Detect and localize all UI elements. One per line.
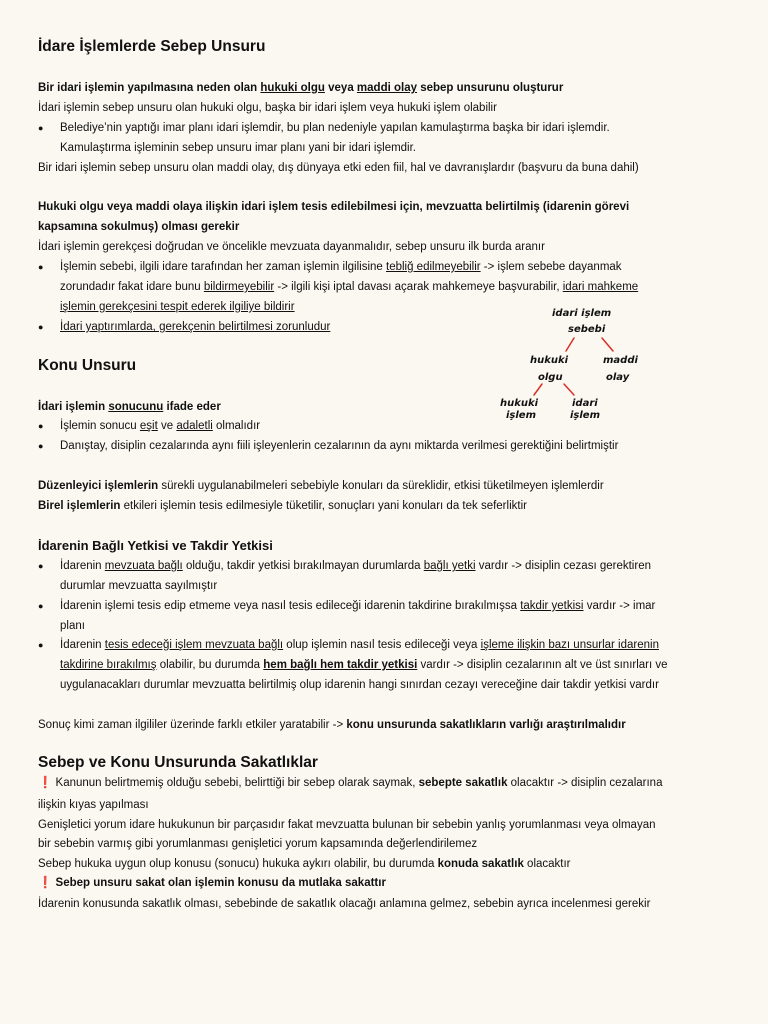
paragraph: Genişletici yorum idare hukukunun bir parçasıdır fakat mevzuatta bulunan bir sebebin yanlış yorumlanması veya olmayan	[38, 819, 656, 831]
paragraph: Birel işlemlerin etkileri işlemin tesis edilmesiyle tüketilir, sonuçları yani konuları da tek seferliktir	[38, 500, 527, 512]
diagram-leaf-right-line2: işlem	[570, 410, 601, 421]
paragraph: Sonuç kimi zaman ilgililer üzerinde farklı etkiler yaratabilir -> konu unsurunda sakatlıkların varlığı araştırılmalıdır	[38, 719, 626, 731]
bullet-icon: ●	[38, 322, 44, 332]
diagram-left-line2: olgu	[538, 372, 563, 383]
bullet-icon: ●	[38, 262, 44, 272]
diagram-right-line2: olay	[606, 372, 630, 383]
diagram-edge	[566, 338, 574, 351]
paragraph: Düzenleyici işlemlerin sürekli uygulanabilmeleri sebebiyle konuları da süreklidir, etkisi tüketilmeyen işlemlerdir	[38, 480, 604, 492]
bullet-icon: ●	[38, 640, 44, 650]
bullet-icon: ●	[38, 601, 44, 611]
list-item: İdari yaptırımlarda, gerekçenin belirtilmesi zorunludur	[60, 321, 331, 333]
list-item-continuation: durumlar mevzuatta sayılmıştır	[60, 580, 218, 592]
diagram-leaf-left-line2: işlem	[506, 410, 537, 421]
paragraph: kapsamına sokulmuş) olması gerekir	[38, 221, 240, 233]
list-item-continuation: planı	[60, 620, 85, 632]
paragraph: ❗ Kanunun belirtmemiş olduğu sebebi, belirttiği bir sebep olarak saymak, sebepte sakatlık olacaktır -> disiplin cezalarına	[38, 777, 663, 789]
list-item-continuation: Kamulaştırma işleminin sebep unsuru imar planı yani bir idari işlemdir.	[60, 142, 417, 154]
section-title-konu-unsuru: Konu Unsuru	[38, 357, 137, 374]
paragraph: İdari işlemin sebep unsuru olan hukuki olgu, başka bir idari işlem veya hukuki işlem olabilir	[38, 102, 497, 114]
diagram-edge	[602, 338, 613, 351]
bullet-icon: ●	[38, 123, 44, 133]
paragraph: İdari işlemin sonucunu ifade eder	[38, 401, 221, 413]
paragraph: İdarenin konusunda sakatlık olması, sebebinde de sakatlık olacağı anlamına gelmez, sebebin ayrıca incelenmesi gerekir	[38, 898, 651, 910]
list-item-continuation: zorundadır fakat idare bunu bildirmeyebilir -> ilgili kişi iptal davası açarak mahkemeye başvurabilir, idari mahkeme	[60, 281, 639, 293]
paragraph: bir sebebin varmış gibi yorumlanması genişletici yorum kapsamında değerlendirilemez	[38, 838, 478, 850]
list-item-continuation: takdirine bırakılmış olabilir, bu durumda hem bağlı hem takdir yetkisi vardır -> disiplin cezalarının alt ve üst sınırları ve	[60, 659, 668, 671]
list-item: İdarenin işlemi tesis edip etmeme veya nasıl tesis edileceği idarenin takdirine bırakılmışsa takdir yetkisi vardır -> imar	[60, 600, 656, 612]
bullet-icon: ●	[38, 421, 44, 431]
diagram-root-line2: sebebi	[568, 324, 606, 335]
paragraph: İdari işlemin gerekçesi doğrudan ve öncelikle mevzuata dayanmalıdır, sebep unsuru ilk burda aranır	[38, 241, 545, 253]
bullet-icon: ●	[38, 441, 44, 451]
paragraph: ilişkin kıyas yapılması	[38, 799, 149, 811]
list-item-continuation: uygulanacakları durumlar mevzuatta belirtilmiş olup idarenin hangi sınırdan cezayı vereceğine dair takdir yetkisi vardır	[60, 679, 659, 691]
paragraph: Bir idari işlemin yapılmasına neden olan hukuki olgu veya maddi olay sebep unsurunu oluşturur	[38, 82, 564, 94]
paragraph: Sebep hukuka uygun olup konusu (sonucu) hukuka aykırı olabilir, bu durumda konuda sakatlık olacaktır	[38, 858, 571, 870]
list-item: Belediye’nin yaptığı imar planı idari işlemdir, bu plan nedeniyle yapılan kamulaştırma başka bir idari işlemdir.	[60, 122, 610, 134]
exclamation-icon: ❗	[38, 777, 53, 789]
exclamation-icon: ❗	[38, 877, 53, 889]
section-title-sebep-unsuru: İdare İşlemlerde Sebep Unsuru	[38, 38, 266, 55]
paragraph: ❗ Sebep unsuru sakat olan işlemin konusu da mutlaka sakattır	[38, 877, 386, 889]
diagram-edge	[564, 384, 574, 395]
diagram-right-line1: maddi	[603, 355, 638, 366]
diagram-root-line1: idari işlem	[552, 308, 612, 319]
bullet-icon: ●	[38, 561, 44, 571]
section-title-yetki: İdarenin Bağlı Yetkisi ve Takdir Yetkisi	[38, 538, 273, 553]
diagram-leaf-left-line1: hukuki	[500, 398, 539, 409]
handwritten-tree-diagram	[490, 300, 660, 425]
section-title-sakatliklar: Sebep ve Konu Unsurunda Sakatlıklar	[38, 754, 318, 771]
list-item: İdarenin tesis edeceği işlem mevzuata bağlı olup işlemin nasıl tesis edileceği veya işleme ilişkin bazı unsurlar idarenin	[60, 639, 659, 651]
list-item: Danıştay, disiplin cezalarında aynı fiili işleyenlerin cezalarının da aynı miktarda verilmesi gerektiğini belirtmiştir	[60, 440, 619, 452]
diagram-edge	[534, 384, 542, 395]
paragraph: Bir idari işlemin sebep unsuru olan maddi olay, dış dünyaya etki eden fiil, hal ve davranışlardır (başvuru da buna dahil)	[38, 162, 639, 174]
list-item: İşlemin sebebi, ilgili idare tarafından her zaman işlemin ilgilisine tebliğ edilmeyebilir -> işlem sebebe dayanmak	[60, 261, 622, 273]
diagram-left-line1: hukuki	[530, 355, 569, 366]
list-item: İşlemin sonucu eşit ve adaletli olmalıdır	[60, 420, 261, 432]
diagram-leaf-right-line1: idari	[572, 398, 598, 409]
list-item-continuation: işlemin gerekçesini tespit ederek ilgiliye bildirir	[60, 301, 295, 313]
paragraph: Hukuki olgu veya maddi olaya ilişkin idari işlem tesis edilebilmesi için, mevzuatta belirtilmiş (idarenin görevi	[38, 201, 630, 213]
list-item: İdarenin mevzuata bağlı olduğu, takdir yetkisi bırakılmayan durumlarda bağlı yetki vardır -> disiplin cezası gerektiren	[60, 560, 651, 572]
